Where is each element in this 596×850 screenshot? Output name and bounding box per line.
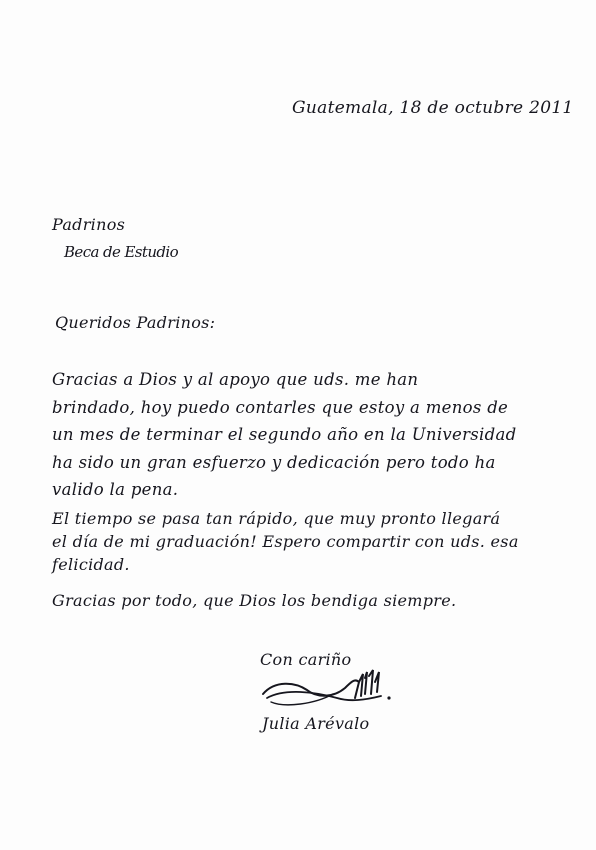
paragraph-1-line: un mes de terminar el segundo año en la Universidad	[52, 425, 517, 444]
paragraph-2-line: felicidad.	[52, 555, 130, 574]
paragraph-2-line: el día de mi graduación! Espero compartir con uds. esa	[52, 532, 519, 551]
paragraph-3-line: Gracias por todo, que Dios los bendiga siempre.	[52, 591, 457, 610]
paragraph-1	[52, 366, 592, 504]
paragraph-2	[52, 507, 592, 576]
paragraph-1-line: ha sido un gran esfuerzo y dedicación pero todo ha	[52, 452, 496, 472]
paragraph-2-line: El tiempo se pasa tan rápido, que muy pronto llegará	[52, 509, 501, 528]
paragraph-1-line: Gracias a Dios y al apoyo que uds. me han	[52, 370, 419, 389]
recipient-line-1: Padrinos	[52, 215, 126, 234]
date-line: Guatemala, 18 de octubre 2011	[292, 98, 574, 118]
recipient-line-2: Beca de Estudio	[64, 243, 179, 261]
salutation: Queridos Padrinos:	[55, 313, 216, 332]
signature-scribble	[255, 668, 395, 716]
paragraph-1-line: valido la pena.	[52, 480, 179, 499]
paragraph-3	[52, 590, 592, 612]
closing: Con cariño	[260, 650, 352, 669]
signature-name: Julia Arévalo	[262, 714, 370, 733]
paragraph-1-line: brindado, hoy puedo contarles que estoy a menos de	[52, 397, 509, 417]
